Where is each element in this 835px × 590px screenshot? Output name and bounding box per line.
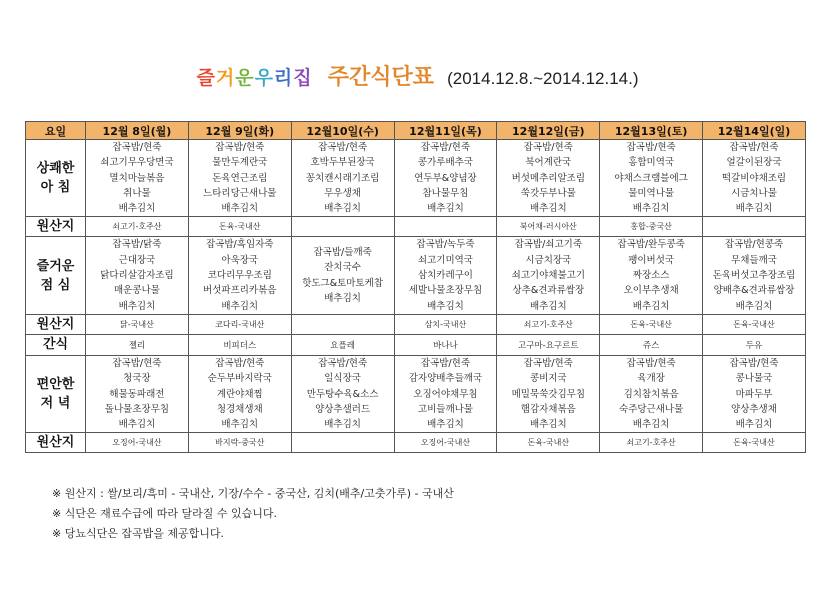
origin-cell: 돈육-국내산 [600,314,703,334]
menu-item: 잡곡밥/현죽 [112,142,162,153]
menu-item: 마파두부 [735,388,773,400]
menu-item: 야채스크램블에그 [614,172,688,184]
menu-item: 배추김치 [632,203,670,215]
menu-item: 배추김치 [118,419,156,431]
origin-cell [703,217,806,237]
menu-item: 김치참치볶음 [623,388,679,400]
menu-item: 잡곡밥/현죽 [626,357,676,369]
menu-item: 배추김치 [735,419,773,431]
dinner-menu-cell [188,355,291,432]
menu-item: 해물동파래전 [109,388,165,400]
menu-item: 세발나물초장무침 [408,285,483,297]
menu-item: 감자양배추들깨국 [408,373,483,385]
menu-item: 잡곡밥/녹두죽 [416,239,475,251]
origin-cell: 오징어-국내산 [394,433,497,453]
logo-letter: 리 [273,67,294,89]
lunch-menu-cell [703,237,806,314]
menu-item: 메밀묵쑥갓김무침 [511,388,585,400]
corner-cell: 요일 [26,122,86,140]
menu-item: 배추김치 [529,419,567,431]
logo-letter: 거 [215,67,236,89]
menu-item: 양상추생채 [731,403,777,415]
breakfast-menu-cell [703,140,806,217]
origin-row-3 [26,433,806,453]
menu-item: 배추김치 [221,300,259,312]
menu-item: 물만두계란국 [212,157,268,169]
menu-item: 오이부추생채 [623,285,679,297]
origin-cell: 홍합-중국산 [600,217,703,237]
menu-item: 잡곡밥/현죽 [318,142,368,153]
menu-item: 청국장 [123,373,151,385]
menu-item: 숙주당근새나물 [619,403,684,415]
menu-item: 배추김치 [632,419,670,431]
menu-item: 배추김치 [529,300,567,312]
menu-item: 쇠고기무우당면국 [100,157,174,169]
menu-item: 꽁치캔시래기조림 [305,172,380,184]
dinner-menu-cell [86,355,189,432]
menu-item: 돌나물초장무침 [104,403,170,415]
menu-item: 닭다리살감자조림 [100,270,174,282]
breakfast-menu-cell [86,140,189,217]
menu-item: 콩가루배추국 [417,157,473,169]
dinner-menu-cell [394,355,497,432]
lunch-menu-cell [497,237,600,314]
breakfast-menu-cell [600,140,703,217]
origin-row-1 [26,217,806,237]
menu-item: 잡곡밥/닭죽 [112,239,162,251]
menu-item: 북어계란국 [525,157,572,169]
menu-item: 잔치국수 [324,262,361,274]
menu-item: 배추김치 [427,203,464,215]
menu-item: 잡곡밥/현죽 [729,357,779,369]
menu-item: 핫도그&토마토케찹 [302,277,384,289]
lunch-menu-cell [394,237,497,314]
menu-item: 연두부&양념장 [414,172,477,184]
day-header: 12월13일(토) [600,122,703,140]
menu-item: 돈육버섯고추장조림 [712,270,796,282]
day-header: 12월11일(목) [394,122,497,140]
dinner-row [26,355,806,432]
menu-item: 잡곡밥/현죽 [626,142,676,153]
lunch-menu-cell [86,237,189,314]
date-range: (2014.12.8.~2014.12.14.) [447,69,639,88]
day-header: 12월10일(수) [291,122,394,140]
dinner-menu-cell [291,355,394,432]
menu-item: 취나물 [123,187,151,199]
menu-item: 잡곡밥/현죽 [215,142,265,153]
menu-item: 잡곡밥/현죽 [420,357,470,369]
menu-item: 무우생채 [324,187,361,199]
breakfast-label: 상쾌한 아 침 [26,140,86,217]
dinner-menu-cell [600,355,703,432]
menu-item: 잡곡밥/흑임자죽 [206,239,274,251]
origin-cell: 쇠고기-호주산 [86,217,189,237]
snack-cell: 바나나 [394,334,497,355]
menu-item: 배추김치 [427,300,464,312]
day-header: 12월 8일(월) [86,122,189,140]
menu-item: 햄감자채볶음 [520,403,576,415]
menu-item: 콩나물국 [735,373,773,385]
menu-item: 호박두부된장국 [310,157,375,169]
snack-cell: 비피더스 [188,334,291,355]
note-diabetes: ※ 당뇨식단은 잡곡밥을 제공합니다. [52,527,224,540]
menu-item: 돈육연근조림 [212,172,268,184]
menu-item: 청경채생채 [216,403,263,415]
menu-item: 순두부바지락국 [207,373,272,385]
menu-item: 오징어야채무침 [413,388,478,400]
menu-item: 버섯파프리카볶음 [203,285,277,297]
origin-cell [394,217,497,237]
dinner-menu-cell [497,355,600,432]
origin-cell: 바지락-중국산 [188,433,291,453]
breakfast-menu-cell [394,140,497,217]
lunch-row [26,237,806,314]
day-header: 12월14일(일) [703,122,806,140]
menu-item: 일식장국 [324,373,361,385]
menu-title: 주간식단표 [327,65,434,90]
weekly-menu-table [25,121,806,453]
origin-cell: 돈육-국내산 [497,433,600,453]
menu-item: 배추김치 [221,419,259,431]
menu-item: 짜장소스 [632,270,670,282]
breakfast-menu-cell [188,140,291,217]
origin-cell [291,314,394,334]
snack-cell: 요플레 [291,334,394,355]
snack-row [26,334,806,355]
menu-item: 잡곡밥/현죽 [420,142,470,153]
menu-item: 배추김치 [324,293,361,305]
breakfast-row [26,140,806,217]
logo-letter: 집 [293,67,313,89]
lunch-menu-cell [600,237,703,314]
menu-item: 잡곡밥/현죽 [112,357,162,369]
lunch-menu-cell [291,237,394,314]
day-header: 12월12일(금) [497,122,600,140]
menu-item: 잡곡밥/현죽 [523,142,573,153]
menu-item: 잡곡밥/현죽 [729,142,779,153]
menu-item: 배추김치 [118,300,156,312]
origin-cell: 돈육-국내산 [188,217,291,237]
menu-item: 잡곡밥/현죽 [318,357,368,369]
breakfast-menu-cell [497,140,600,217]
origin-cell: 닭-국내산 [86,314,189,334]
snack-cell: 쥬스 [600,334,703,355]
menu-item: 잡곡밥/쇠고기죽 [514,239,583,251]
snack-cell: 젤리 [86,334,189,355]
origin-label: 원산지 [26,433,86,453]
menu-item: 배추김치 [324,419,361,431]
origin-cell [291,433,394,453]
menu-item: 배추김치 [221,203,259,215]
menu-item: 배추김치 [735,300,773,312]
menu-item: 잡곡밥/현죽 [523,357,573,369]
menu-item: 쇠고기미역국 [417,254,473,266]
menu-item: 멸치마늘볶음 [109,172,165,184]
logo-letter: 우 [254,67,274,89]
logo-text [196,67,312,89]
dinner-label: 편안한 저 녁 [26,355,86,432]
menu-item: 물미역나물 [628,187,675,199]
origin-cell: 코다리-국내산 [188,314,291,334]
menu-item: 떡갈비야채조림 [721,172,787,184]
note-supply: ※ 식단은 재료수급에 따라 달라질 수 있습니다. [52,507,277,520]
origin-cell: 북어채-러시아산 [497,217,600,237]
note-origin: ※ 원산지 : 쌀/보리/흑미 - 국내산, 기장/수수 - 중국산, 김치(배추/고춧가루) - 국내산 [52,487,454,500]
menu-item: 계란야채찜 [216,388,263,400]
menu-item: 팽이버섯국 [628,254,675,266]
menu-item: 버섯메추리알조림 [511,172,585,184]
menu-item: 느타리당근새나물 [203,187,277,199]
menu-item: 시금치장국 [525,254,572,266]
menu-item: 참나물무침 [422,187,469,199]
menu-item: 배추김치 [735,203,773,215]
origin-label: 원산지 [26,217,86,237]
menu-item: 배추김치 [427,419,464,431]
dinner-menu-cell [703,355,806,432]
day-header-row [26,122,806,140]
origin-row-2 [26,314,806,334]
menu-item: 무채들깨국 [731,254,777,266]
origin-cell: 삼치-국내산 [394,314,497,334]
menu-item: 잡곡밥/완두콩죽 [617,239,685,251]
snack-label: 간식 [26,334,86,355]
origin-cell: 쇠고기-호주산 [497,314,600,334]
menu-item: 잡곡밥/들깨죽 [313,247,372,259]
menu-item: 배추김치 [324,203,361,215]
menu-item: 시금치나물 [731,187,777,199]
menu-item: 쑥갓두부나물 [520,187,576,199]
snack-cell: 고구마-요구르트 [497,334,600,355]
origin-cell [291,217,394,237]
menu-item: 코다리무우조림 [207,270,272,282]
menu-item: 배추김치 [632,300,670,312]
menu-item: 삼치카레구이 [417,270,473,282]
origin-cell: 오징어-국내산 [86,433,189,453]
menu-item: 만두탕수육&소스 [306,388,379,400]
menu-item: 상추&견과류쌈장 [512,285,585,297]
lunch-label: 즐거운 점 심 [26,237,86,314]
menu-item: 쇠고기야채불고기 [511,270,585,282]
menu-item: 잡곡밥/현죽 [215,357,265,369]
origin-cell: 쇠고기-호주산 [600,433,703,453]
menu-item: 양배추&견과류쌈장 [713,285,795,297]
page-title [0,60,835,91]
menu-item: 고비들깨나물 [417,403,473,415]
menu-item: 배추김치 [118,203,156,215]
day-header: 12월 9일(화) [188,122,291,140]
origin-cell: 돈육-국내산 [703,433,806,453]
menu-item: 아욱장국 [221,254,259,266]
logo-letter: 운 [235,67,255,89]
menu-item: 근대장국 [118,254,156,266]
menu-item: 콩비지국 [529,373,567,385]
breakfast-menu-cell [291,140,394,217]
footnotes [52,484,454,544]
menu-item: 양상추샐러드 [315,403,371,415]
menu-item: 육개장 [637,373,665,385]
menu-item: 잡곡밥/현콩죽 [724,239,784,251]
menu-item: 배추김치 [529,203,567,215]
menu-item: 홍합미역국 [628,157,675,169]
logo-letter: 즐 [196,67,216,89]
origin-label: 원산지 [26,314,86,334]
menu-item: 매운콩나물 [113,285,160,297]
origin-cell: 돈육-국내산 [703,314,806,334]
menu-item: 얼갈이된장국 [726,157,782,169]
lunch-menu-cell [188,237,291,314]
snack-cell: 두유 [703,334,806,355]
